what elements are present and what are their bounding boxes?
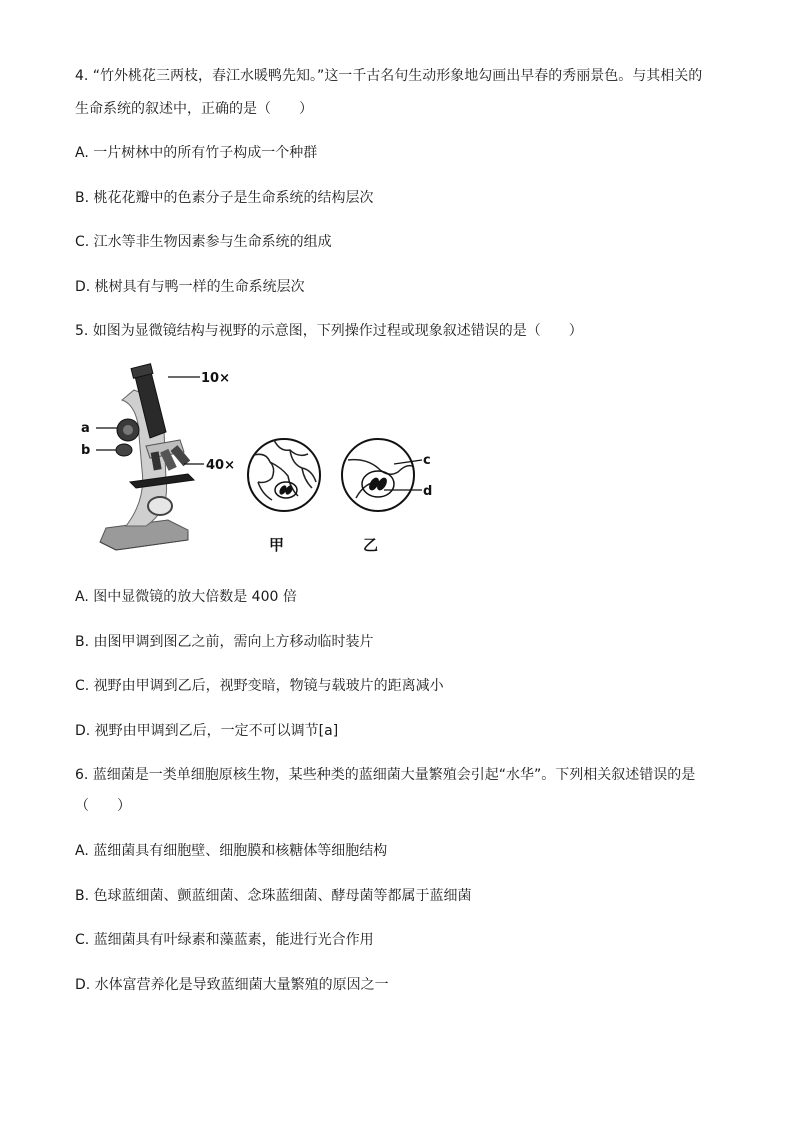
q5-option-a: A. 图中显微镜的放大倍数是 400 倍 <box>75 589 297 605</box>
q4-stem-line2: 生命系统的叙述中，正确的是（ ） <box>75 101 313 117</box>
microscope-diagram <box>76 360 456 560</box>
view-jia <box>248 439 320 511</box>
q6-option-a: A. 蓝细菌具有细胞壁、细胞膜和核糖体等细胞结构 <box>75 843 388 859</box>
q6-option-b: B. 色球蓝细菌、颤蓝细菌、念珠蓝细菌、酵母菌等都属于蓝细菌 <box>75 888 472 904</box>
q5-option-d: D. 视野由甲调到乙后，一定不可以调节[a] <box>75 723 339 739</box>
knob-a-label: a <box>81 421 90 436</box>
q4-option-d: D. 桃树具有与鸭一样的生命系统层次 <box>75 279 305 295</box>
q6-option-d: D. 水体富营养化是导致蓝细菌大量繁殖的原因之一 <box>75 977 389 993</box>
q5-option-b: B. 由图甲调到图乙之前，需向上方移动临时装片 <box>75 634 374 650</box>
q4-option-b: B. 桃花花瓣中的色素分子是生命系统的结构层次 <box>75 190 374 206</box>
q4-stem-line1: 4. “竹外桃花三两枝，春江水暖鸭先知。”这一千古名句生动形象地勾画出早春的秀丽景色。与其相关的 <box>75 68 703 84</box>
objective-label: 40× <box>206 458 235 473</box>
q6-option-c: C. 蓝细菌具有叶绿素和藻蓝素，能进行光合作用 <box>75 932 374 948</box>
eyepiece-label: 10× <box>201 371 230 386</box>
q4-option-c: C. 江水等非生物因素参与生命系统的组成 <box>75 234 332 250</box>
label-d: d <box>423 484 433 499</box>
view-yi <box>342 439 432 511</box>
label-c: c <box>423 453 431 468</box>
caption-yi: 乙 <box>363 536 379 554</box>
microscope-figure <box>76 360 456 560</box>
caption-jia: 甲 <box>269 536 285 554</box>
q4-option-a: A. 一片树林中的所有竹子构成一个种群 <box>75 145 318 161</box>
q5-option-c: C. 视野由甲调到乙后，视野变暗，物镜与载玻片的距离减小 <box>75 678 444 694</box>
knob-b-label: b <box>81 443 91 458</box>
q6-stem-line1: 6. 蓝细菌是一类单细胞原核生物，某些种类的蓝细菌大量繁殖会引起“水华”。下列相关叙述错误的是 <box>75 767 696 783</box>
q5-stem: 5. 如图为显微镜结构与视野的示意图，下列操作过程或现象叙述错误的是（ ） <box>75 323 583 339</box>
q6-stem-line2: （ ） <box>75 798 131 814</box>
